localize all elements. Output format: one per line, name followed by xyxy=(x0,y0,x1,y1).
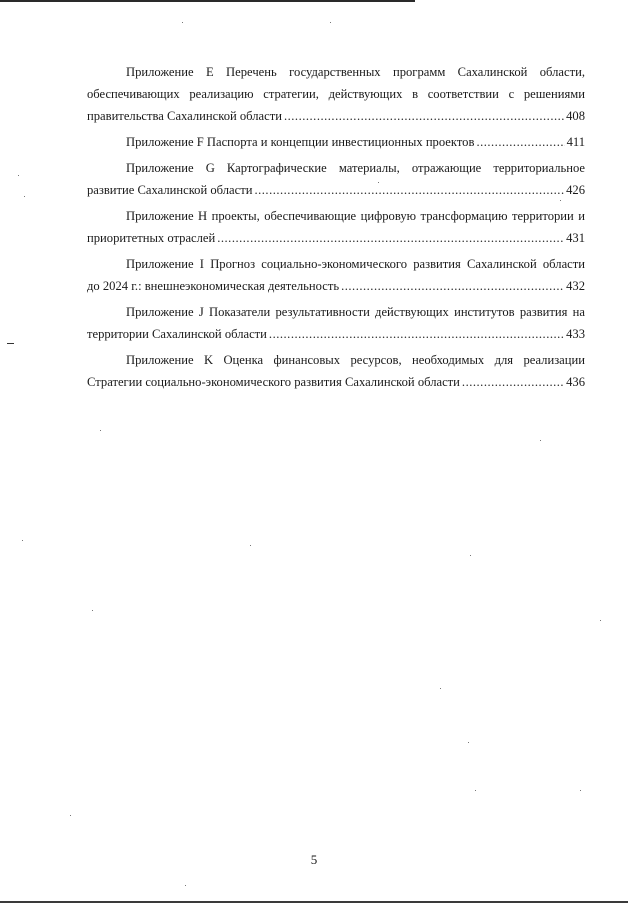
scan-speck xyxy=(22,540,23,541)
toc-entry-last-line xyxy=(87,131,585,153)
toc-entry-appendix-g xyxy=(87,157,585,201)
toc-entry-line: Приложение J Показатели результативности действующих институтов развития на xyxy=(126,305,585,319)
scan-speck xyxy=(100,430,101,431)
scan-speck xyxy=(470,555,471,556)
toc-entry-line: Приложение K Оценка финансовых ресурсов, необходимых для реализации xyxy=(126,353,585,367)
toc-page-number: 408 xyxy=(566,109,585,123)
dot-leader xyxy=(217,227,564,249)
scan-speck xyxy=(600,620,601,621)
toc-entry-text: приоритетных отраслей xyxy=(87,231,216,245)
toc-entry-appendix-h xyxy=(87,205,585,249)
toc-entry-text: Приложение F Паспорта и концепции инвестиционных проектов xyxy=(126,135,475,149)
toc-entry-last-line xyxy=(87,105,585,127)
scan-speck xyxy=(475,790,476,791)
toc-entry-text: до 2024 г.: внешнеэкономическая деятельность xyxy=(87,279,340,293)
toc-entry-appendix-i xyxy=(87,253,585,297)
toc-entry-appendix-f xyxy=(87,131,585,153)
toc-entry-text: развитие Сахалинской области xyxy=(87,183,253,197)
toc-entry-last-line xyxy=(87,179,585,201)
toc-page-number: 426 xyxy=(566,183,585,197)
toc-page-number: 432 xyxy=(566,279,585,293)
scan-edge-bottom xyxy=(0,901,628,903)
scan-speck xyxy=(250,545,251,546)
toc-entry-appendix-k xyxy=(87,349,585,393)
scan-speck xyxy=(560,200,561,201)
toc-entry-line: обеспечивающих реализацию стратегии, действующих в соответствии с решениями xyxy=(87,87,585,101)
toc-page-number: 411 xyxy=(566,135,585,149)
scan-speck xyxy=(24,196,25,197)
scan-edge-top xyxy=(0,0,415,2)
toc-entry-last-line xyxy=(87,227,585,249)
toc-entry-last-line xyxy=(87,371,585,393)
dot-leader xyxy=(341,275,564,297)
toc-page-number: 431 xyxy=(566,231,585,245)
dot-leader xyxy=(269,323,564,345)
scan-speck xyxy=(330,22,331,23)
toc-entry-appendix-j xyxy=(87,301,585,345)
scan-speck xyxy=(18,175,19,176)
toc-entry-text: правительства Сахалинской области xyxy=(87,109,282,123)
toc-entry-line: Приложение I Прогноз социально-экономического развития Сахалинской области xyxy=(126,257,585,271)
scan-speck xyxy=(440,688,441,689)
scan-speck xyxy=(540,440,541,441)
dot-leader xyxy=(254,179,564,201)
table-of-contents xyxy=(87,61,585,397)
toc-page-number: 436 xyxy=(566,375,585,389)
toc-entry-line: Приложение H проекты, обеспечивающие цифровую трансформацию территории и xyxy=(126,209,585,223)
toc-entry-text: территории Сахалинской области xyxy=(87,327,267,341)
scan-speck xyxy=(185,885,186,886)
toc-page-number: 433 xyxy=(566,327,585,341)
scan-speck xyxy=(92,610,93,611)
margin-mark xyxy=(7,343,14,344)
scan-speck xyxy=(182,22,183,23)
scan-speck xyxy=(70,815,71,816)
toc-entry-text: Стратегии социально-экономического развития Сахалинской области xyxy=(87,375,460,389)
scan-speck xyxy=(468,742,469,743)
toc-entry-line: Приложение G Картографические материалы, отражающие территориальное xyxy=(126,161,585,175)
toc-entry-appendix-e xyxy=(87,61,585,127)
dot-leader xyxy=(476,131,564,153)
dot-leader xyxy=(284,105,564,127)
toc-entry-last-line xyxy=(87,323,585,345)
dot-leader xyxy=(462,371,564,393)
toc-entry-line: Приложение Е Перечень государственных программ Сахалинской области, xyxy=(126,65,585,79)
page-number: 5 xyxy=(310,852,318,867)
scan-speck xyxy=(580,790,581,791)
scan-speck xyxy=(378,182,379,183)
toc-entry-last-line xyxy=(87,275,585,297)
